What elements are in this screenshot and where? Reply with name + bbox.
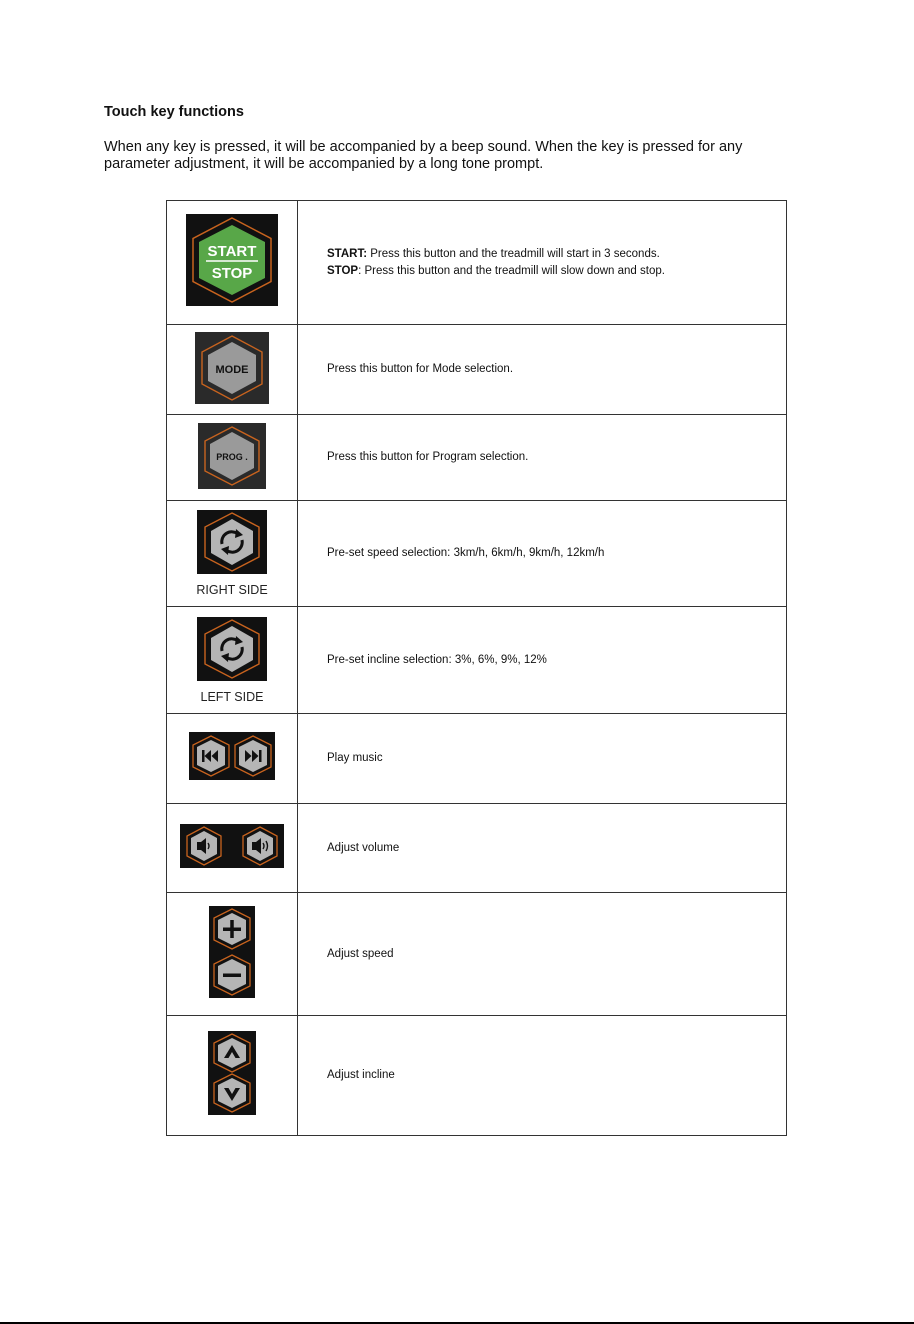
- stop-text: : Press this button and the treadmill will slow down and stop.: [358, 264, 665, 277]
- volume-description: Adjust volume: [298, 804, 787, 893]
- prog-label: PROG .: [216, 451, 248, 462]
- table-row: [167, 607, 787, 714]
- left-side-label: LEFT SIDE: [200, 689, 264, 704]
- page-title: Touch key functions: [104, 104, 244, 120]
- mode-description: Press this button for Mode selection.: [298, 325, 787, 415]
- up-down-icon: [208, 1031, 256, 1115]
- table-row: [167, 201, 787, 325]
- incline-adjust-description: Adjust incline: [298, 1016, 787, 1136]
- start-text: Press this button and the treadmill will start in 3 seconds.: [367, 247, 660, 260]
- program-button-icon: [198, 423, 266, 489]
- intro-paragraph: When any key is pressed, it will be accompanied by a beep sound. When the key is pressed for any parameter adjustment, it will be accompanied by a long tone prompt.: [104, 139, 743, 172]
- start-stop-button-icon: [186, 214, 278, 306]
- touch-key-table: [166, 200, 787, 1136]
- start-description: [327, 246, 786, 263]
- table-row: [167, 893, 787, 1016]
- start-term: START:: [327, 247, 368, 260]
- plus-minus-icon: [209, 906, 255, 998]
- refresh-icon: [197, 510, 267, 574]
- stop-label: STOP: [211, 265, 253, 282]
- music-description: Play music: [298, 714, 787, 804]
- refresh-icon: [197, 617, 267, 681]
- table-row: [167, 325, 787, 415]
- stop-term: STOP: [327, 264, 359, 277]
- speed-preset-description: Pre-set speed selection: 3km/h, 6km/h, 9km/h, 12km/h: [298, 501, 787, 607]
- start-label: START: [207, 243, 257, 260]
- prev-next-icon: [189, 732, 275, 780]
- stop-description: [327, 263, 786, 280]
- table-row: [167, 501, 787, 607]
- speed-adjust-description: Adjust speed: [298, 893, 787, 1016]
- mode-button-icon: [195, 332, 269, 404]
- table-row: [167, 415, 787, 501]
- table-row: [167, 1016, 787, 1136]
- table-row: [167, 714, 787, 804]
- right-side-label: RIGHT SIDE: [196, 583, 268, 597]
- program-description: Press this button for Program selection.: [298, 415, 787, 501]
- volume-icon: [180, 824, 284, 868]
- table-row: [167, 804, 787, 893]
- mode-label: MODE: [215, 363, 249, 376]
- incline-preset-description: Pre-set incline selection: 3%, 6%, 9%, 12%: [298, 607, 787, 714]
